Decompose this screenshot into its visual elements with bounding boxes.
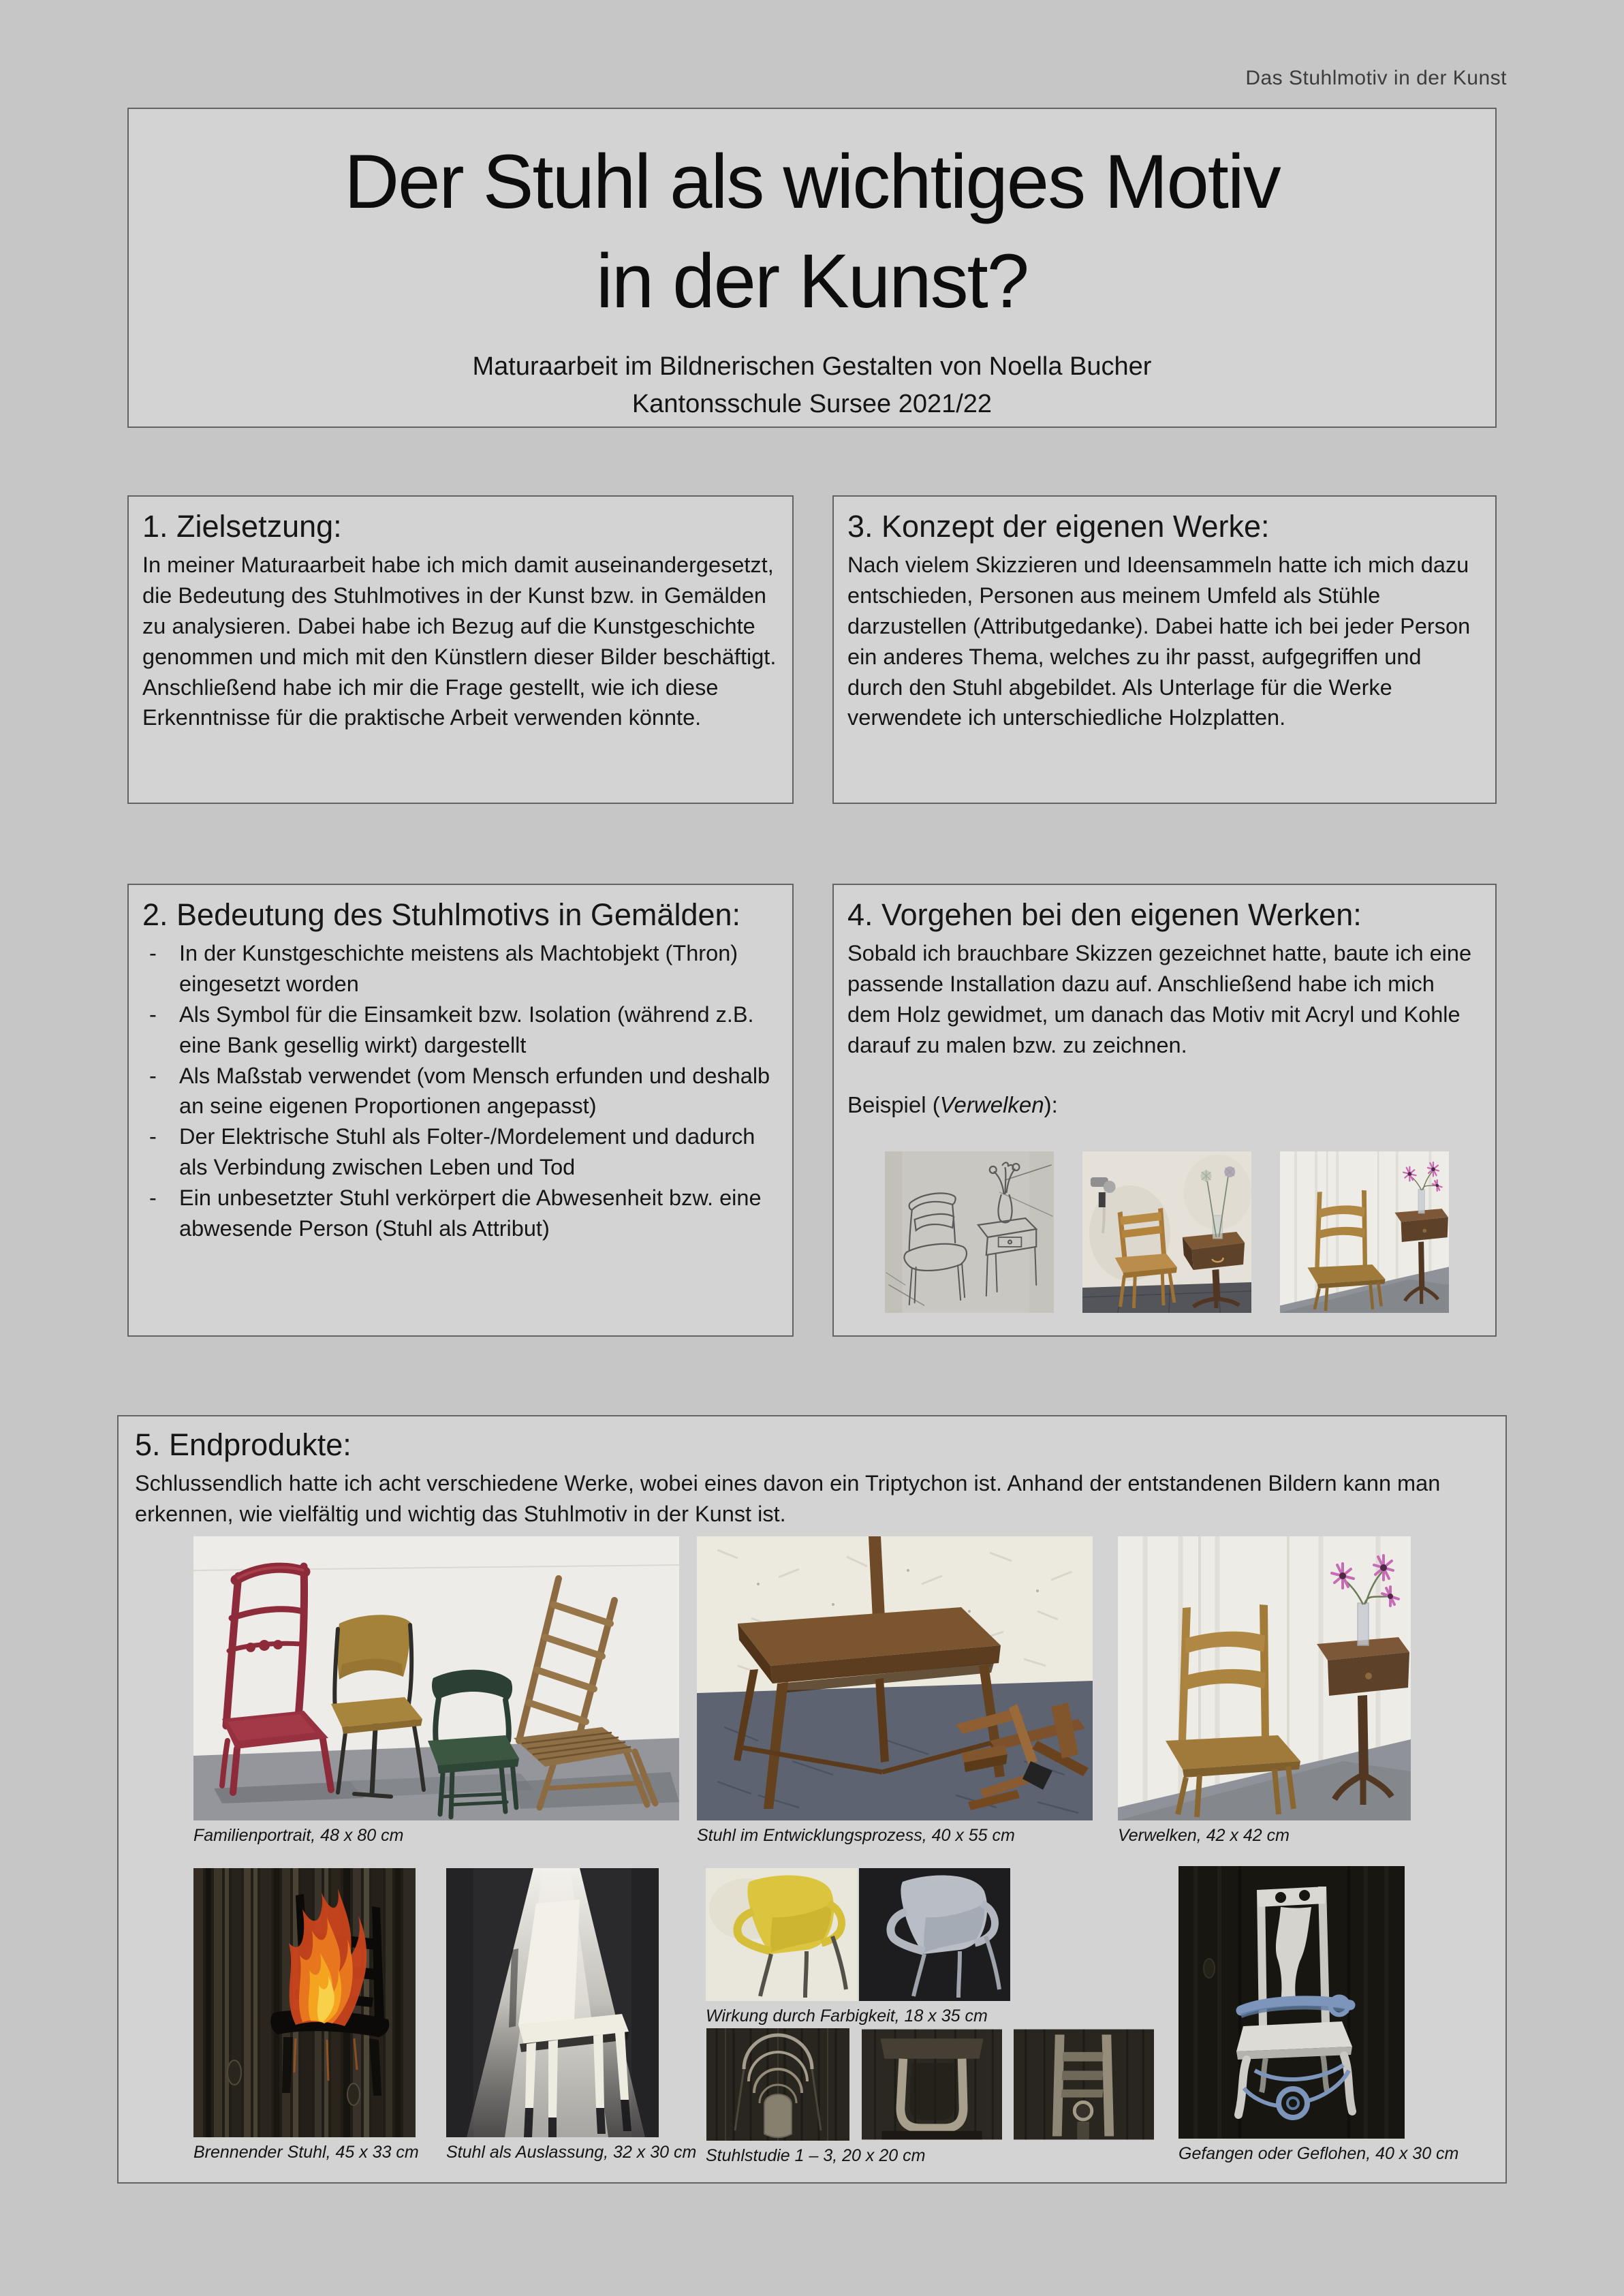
caption-stuhl-als-auslassung: Stuhl als Auslassung, 32 x 30 cm xyxy=(446,2143,697,2162)
caption-entwicklungsprozess: Stuhl im Entwicklungsprozess, 40 x 55 cm xyxy=(697,1826,1015,1845)
artwork-gefangen-oder-geflohen xyxy=(1178,1866,1458,2164)
installation-photo-drawing xyxy=(1082,1151,1251,1313)
caption-familienportrait: Familienportrait, 48 x 80 cm xyxy=(193,1826,404,1845)
caption-stuhlstudie: Stuhlstudie 1 – 3, 20 x 20 cm xyxy=(706,2146,926,2165)
vorgehen-body: Sobald ich brauchbare Skizzen gezeichnet hatte, baute ich eine passende Installation dazu auf. Anschließend habe ich mich dem Holz gewidmet, um danach das Motiv mit Acryl und Kohle darauf zu malen bzw. zu zeichnen. xyxy=(847,941,1472,1057)
caption-gefangen-oder-geflohen: Gefangen oder Geflohen, 40 x 30 cm xyxy=(1178,2144,1459,2163)
poster-title-line2: in der Kunst? xyxy=(596,238,1028,324)
bedeutung-heading: 2. Bedeutung des Stuhlmotivs in Gemälden: xyxy=(142,897,741,932)
bullet-item: - In der Kunstgeschichte meistens als Machtobjekt (Thron) eingesetzt worden xyxy=(149,941,738,997)
sketch-chair-drawing xyxy=(885,1151,1054,1313)
auslassung-painting xyxy=(446,1868,659,2137)
zielsetzung-heading: 1. Zielsetzung: xyxy=(142,509,342,544)
stuhlstudie-1 xyxy=(706,2028,850,2141)
artwork-entwicklungsprozess xyxy=(697,1536,1093,1846)
caption-brennender-stuhl: Brennender Stuhl, 45 x 33 cm xyxy=(193,2143,419,2162)
bedeutung-bullet-list xyxy=(142,938,779,1243)
artwork-stuhlstudie xyxy=(706,2028,1154,2166)
poster-title-line1: Der Stuhl als wichtiges Motiv xyxy=(344,139,1280,224)
bullet-item: - Der Elektrische Stuhl als Folter-/Mordelement und dadurch als Verbindung zwischen Leben und Tod xyxy=(149,1124,755,1180)
artwork-wirkung-durch-farbigkeit xyxy=(706,1868,1010,2026)
familienportrait-painting xyxy=(193,1536,679,1820)
endprodukte-body: Schlussendlich hatte ich acht verschiedene Werke, wobei eines davon ein Triptychon ist. Anhand der entstandenen Bildern kann man erkennen, wie vielfältig und wichtig das Stuhlmotiv in der Kunst ist. xyxy=(135,1471,1441,1527)
poster-subtitle-line1: Maturaarbeit im Bildnerischen Gestalten von Noella Bucher xyxy=(472,352,1152,382)
bullet-item: - Als Maßstab verwendet (vom Mensch erfunden und deshalb an seine eigenen Proportionen angepasst) xyxy=(149,1063,770,1119)
verwelken-painting-large xyxy=(1118,1536,1411,1820)
wirkung-gray-chair xyxy=(859,1868,1010,2001)
installation-photo xyxy=(1082,1151,1251,1313)
wirkung-yellow-chair xyxy=(706,1868,858,2001)
verwelken-painting-small xyxy=(1280,1151,1449,1313)
sketch-image xyxy=(885,1151,1054,1313)
brennender-stuhl-painting xyxy=(193,1868,416,2137)
title-panel xyxy=(127,108,1497,428)
panel-endprodukte xyxy=(117,1415,1507,2184)
verwelken-painting-drawing xyxy=(1280,1151,1449,1313)
panel-zielsetzung xyxy=(127,495,794,804)
panel-konzept xyxy=(832,495,1497,804)
artwork-brennender-stuhl xyxy=(193,1868,419,2162)
bullet-item: - Als Symbol für die Einsamkeit bzw. Isolation (während z.B. eine Bank gesellig wirkt) dargestellt xyxy=(149,1002,754,1057)
bullet-item: - Ein unbesetzter Stuhl verkörpert die Abwesenheit bzw. eine abwesende Person (Stuhl als Attribut) xyxy=(149,1185,762,1241)
artwork-familienportrait xyxy=(193,1536,679,1846)
caption-verwelken: Verwelken, 42 x 42 cm xyxy=(1118,1826,1290,1845)
wirkung-image-pair xyxy=(706,1868,1010,2001)
vorgehen-example-label: Beispiel (Verwelken): xyxy=(847,1091,1058,1117)
stuhlstudie-2 xyxy=(862,2028,1002,2141)
caption-wirkung-durch-farbigkeit: Wirkung durch Farbigkeit, 18 x 35 cm xyxy=(706,2006,988,2026)
panel-bedeutung xyxy=(127,884,794,1337)
konzept-heading: 3. Konzept der eigenen Werke: xyxy=(847,509,1270,544)
panel-vorgehen xyxy=(832,884,1497,1337)
artwork-stuhl-als-auslassung xyxy=(446,1868,696,2162)
vorgehen-heading: 4. Vorgehen bei den eigenen Werken: xyxy=(847,897,1362,932)
entwicklungsprozess-painting xyxy=(697,1536,1093,1820)
gefangen-painting xyxy=(1178,1866,1405,2139)
konzept-body: Nach vielem Skizzieren und Ideensammeln hatte ich mich dazu entschieden, Personen aus meinem Umfeld als Stühle darzustellen (Attributgedanke). Dabei hatte ich bei jeder Person ein anderes Thema, welches zu ihr passt, aufgegriffen und durch den Stuhl abgebildet. Als Unterlage für die Werke verwendete ich unterschiedliche Holzplatten. xyxy=(847,553,1471,730)
artwork-verwelken xyxy=(1118,1536,1411,1846)
header-note: Das Stuhlmotiv in der Kunst xyxy=(1245,67,1507,89)
stuhlstudie-3 xyxy=(1014,2028,1154,2141)
endprodukte-heading: 5. Endprodukte: xyxy=(135,1427,352,1462)
poster-subtitle-line2: Kantonsschule Sursee 2021/22 xyxy=(631,390,993,419)
vorgehen-example-images xyxy=(885,1151,1449,1313)
stuhlstudie-image-row xyxy=(706,2028,1154,2141)
zielsetzung-body: In meiner Maturaarbeit habe ich mich damit auseinandergesetzt, die Bedeutung des Stuhlmotives in der Kunst bzw. in Gemälden zu analysieren. Dabei habe ich Bezug auf die Kunstgeschichte genommen und mich mit den Künstlern dieser Bilder beschäftigt. Anschließend habe ich mir die Frage gestellt, wie ich diese Erkenntnisse für die praktische Arbeit verwenden könnte. xyxy=(142,553,777,730)
